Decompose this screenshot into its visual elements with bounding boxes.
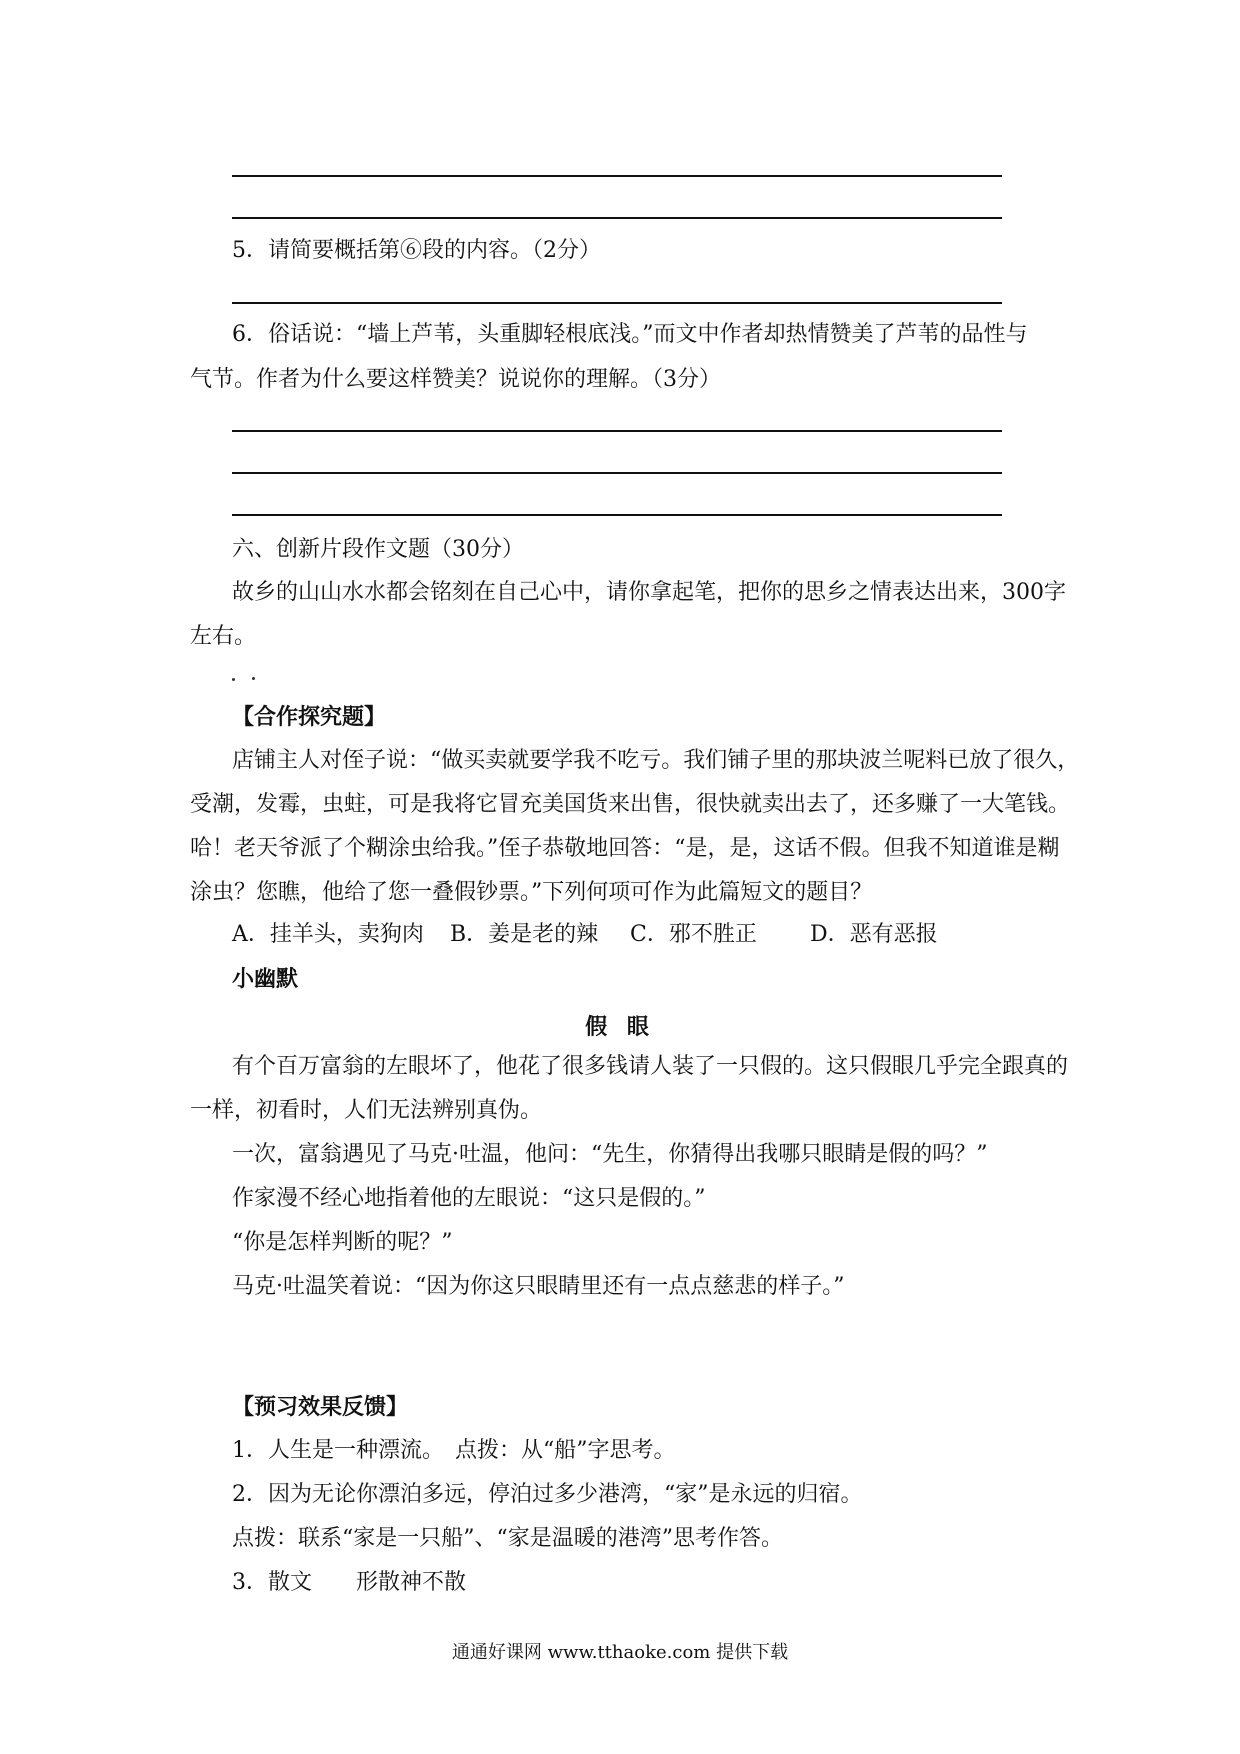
humor-p3: 作家漫不经心地指着他的左眼说：“这只是假的。”	[232, 1186, 706, 1211]
coop-line3: 哈！老天爷派了个糊涂虫给我。”侄子恭敬地回答：“是，是，这话不假。但我不知道谁是糊	[190, 836, 1060, 861]
answer-line	[232, 217, 1002, 219]
feedback-heading: 【预习效果反馈】	[232, 1394, 409, 1420]
answer-line	[232, 302, 1002, 304]
coop-line4: 涂虫？您瞧，他给了您一叠假钞票。”下列何项可作为此篇短文的题目？	[190, 880, 873, 905]
footer-source: 通通好课网 www.tthaoke.com 提供下载	[451, 1642, 789, 1663]
answer-line	[232, 175, 1002, 177]
humor-p2: 一次，富翁遇见了马克·吐温，他问：“先生，你猜得出我哪只眼睛是假的吗？”	[232, 1142, 988, 1167]
feedback-item2-hint: 点拨：联系“家是一只船”、“家是温暖的港湾”思考作答。	[232, 1526, 783, 1551]
humor-title: 假 眼	[585, 1014, 655, 1040]
coop-line1: 店铺主人对侄子说：“做买卖就要学我不吃亏。我们铺子里的那块波兰呢料已放了很久，	[232, 748, 1080, 773]
question-6-line1: 6．俗话说：“墙上芦苇，头重脚轻根底浅。”而文中作者却热情赞美了芦苇的品性与	[232, 322, 1028, 347]
option-b: B．姜是老的辣	[450, 922, 599, 947]
coop-options	[232, 920, 938, 950]
coop-heading: 【合作探究题】	[232, 704, 387, 730]
humor-p1-line2: 一样，初看时，人们无法辨别真伪。	[190, 1098, 543, 1123]
humor-p1-line1: 有个百万富翁的左眼坏了，他花了很多钱请人装了一只假的。这只假眼几乎完全跟真的	[232, 1054, 1069, 1079]
question-5: 5．请简要概括第⑥段的内容。（2分）	[232, 238, 601, 263]
question-6-line2: 气节。作者为什么要这样赞美？说说你的理解。（3分）	[190, 367, 721, 392]
option-d: D．恶有恶报	[810, 922, 938, 947]
section-6-prompt-line1: 故乡的山山水水都会铭刻在自己心中，请你拿起笔，把你的思乡之情表达出来，300字	[232, 580, 1066, 605]
humor-p5: 马克·吐温笑着说：“因为你这只眼睛里还有一点点慈悲的样子。”	[232, 1274, 845, 1299]
humor-heading: 小幽默	[232, 966, 299, 992]
answer-line	[232, 430, 1002, 432]
coop-line2: 受潮，发霉，虫蛀，可是我将它冒充美国货来出售，很快就卖出去了，还多赚了一大笔钱。	[190, 792, 1071, 817]
humor-p4: “你是怎样判断的呢？”	[232, 1230, 453, 1255]
answer-line	[232, 514, 1002, 516]
feedback-item3: 3．散文 形散神不散	[232, 1570, 466, 1595]
feedback-item1: 1．人生是一种漂流。 点拨：从“船”字思考。	[232, 1438, 676, 1463]
scan-marks	[230, 676, 260, 684]
section-6-prompt-line2: 左右。	[190, 624, 257, 649]
option-a: A．挂羊头，卖狗肉	[232, 922, 424, 947]
feedback-item2: 2．因为无论你漂泊多远，停泊过多少港湾，“家”是永远的归宿。	[232, 1482, 863, 1507]
section-6-title: 六、创新片段作文题（30分）	[232, 537, 524, 562]
answer-line	[232, 472, 1002, 474]
option-c: C．邪不胜正	[630, 922, 757, 947]
